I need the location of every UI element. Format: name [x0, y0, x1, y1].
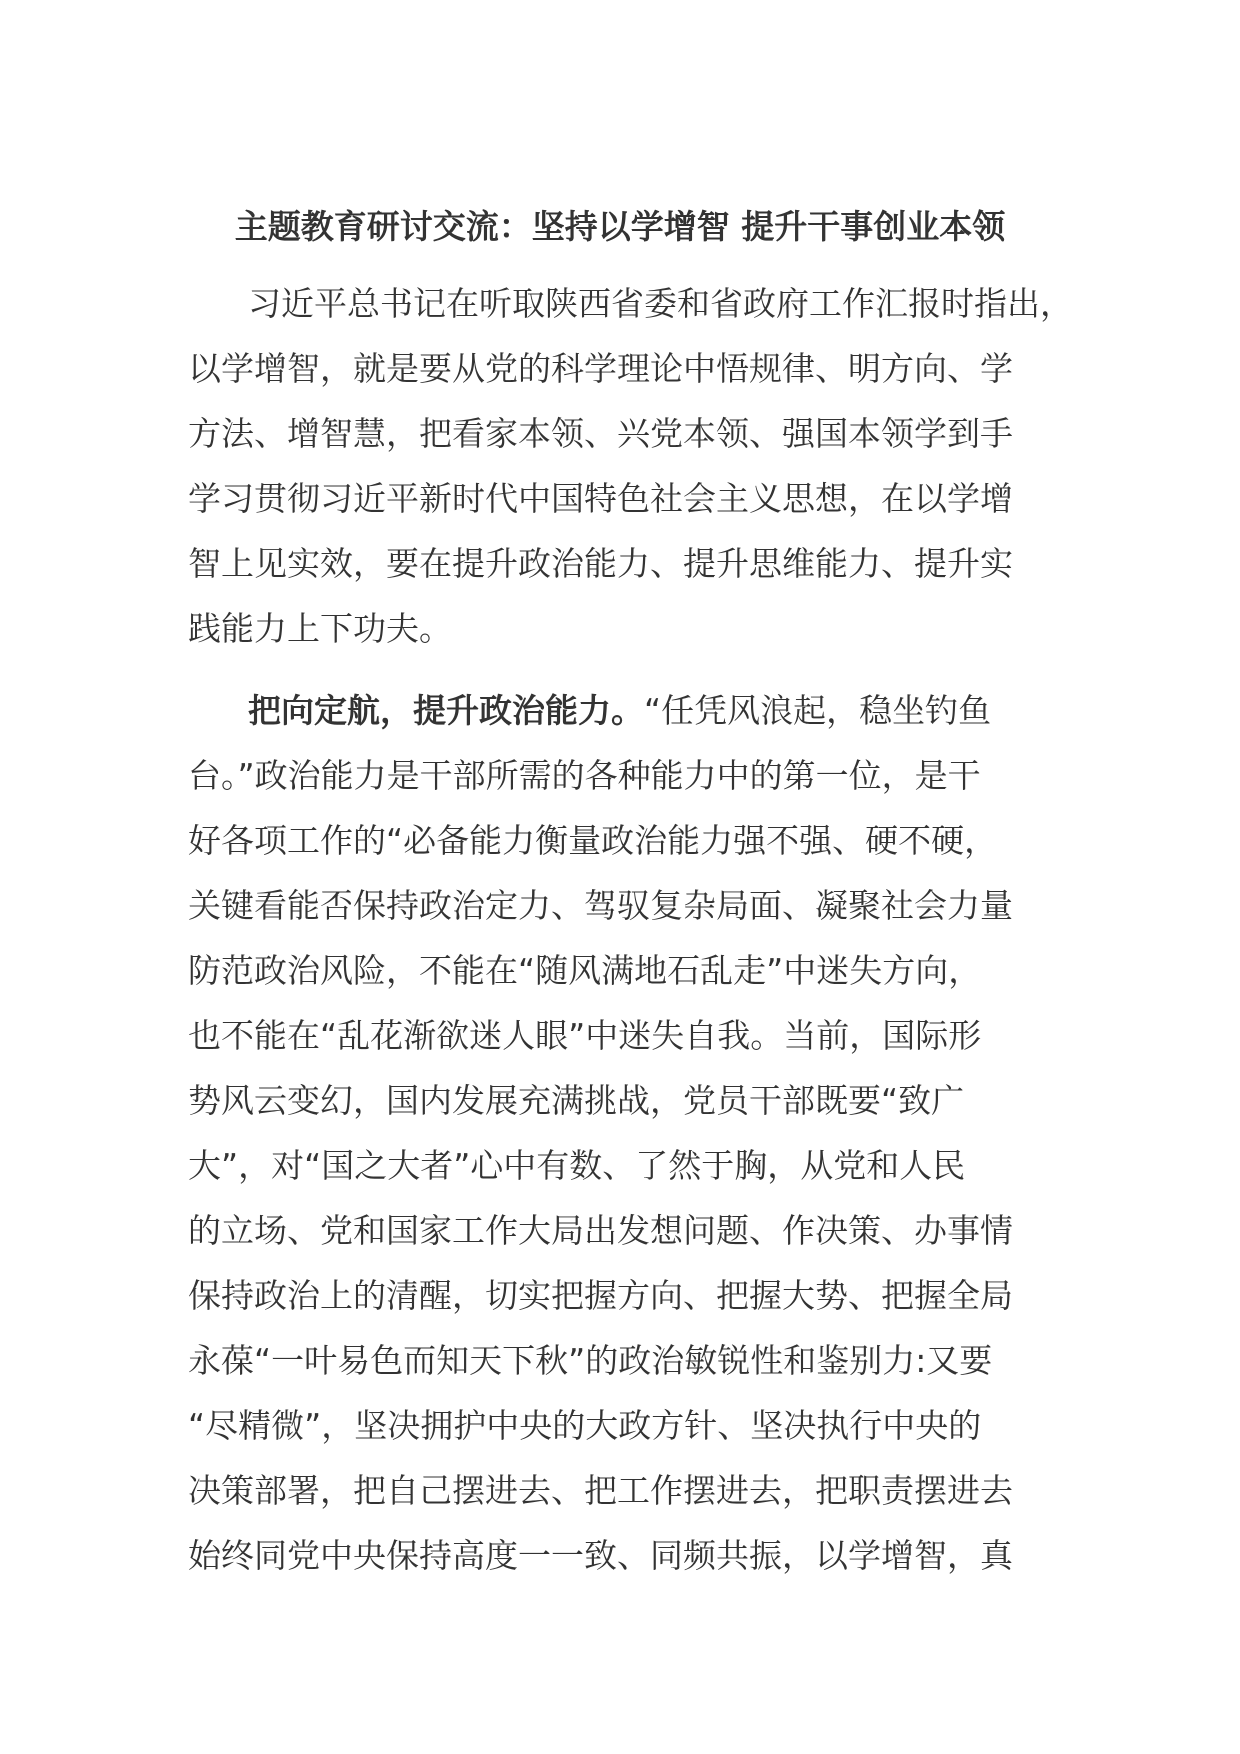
- paragraph-line: 大”，对“国之大者”心中有数、了然于胸，从党和人民: [188, 1146, 966, 1185]
- paragraph-line: 关键看能否保持政治定力、驾驭复杂局面、凝聚社会力量: [188, 886, 1013, 925]
- paragraph-line: 永葆“一叶易色而知天下秋”的政治敏锐性和鉴别力:又要: [188, 1341, 993, 1380]
- paragraph-political-ability: [188, 678, 1068, 1588]
- paragraph-line: 践能力上下功夫。: [188, 609, 452, 648]
- paragraph-line: 以学增智，就是要从党的科学理论中悟规律、明方向、学: [188, 349, 1013, 388]
- paragraph-line: 保持政治上的清醒，切实把握方向、把握大势、把握全局: [188, 1276, 1013, 1315]
- paragraph-line: 也不能在“乱花渐欲迷人眼”中迷失自我。当前，国际形: [188, 1016, 982, 1055]
- paragraph-intro: [188, 271, 1073, 661]
- paragraph-first-line: [188, 678, 1068, 743]
- paragraph-line: 防范政治风险，不能在“随风满地石乱走”中迷失方向，: [188, 951, 982, 990]
- paragraph-line: 的立场、党和国家工作大局出发想问题、作决策、办事情: [188, 1211, 1013, 1250]
- paragraph-line: 始终同党中央保持高度一一致、同频共振，以学增智，真: [188, 1536, 1013, 1575]
- paragraph-line: 台。”政治能力是干部所需的各种能力中的第一位，是干: [188, 756, 981, 795]
- paragraph-line: 学习贯彻习近平新时代中国特色社会主义思想，在以学增: [188, 479, 1013, 518]
- paragraph-line: 好各项工作的“必备能力衡量政治能力强不强、硬不硬，: [188, 821, 998, 860]
- document-title: 主题教育研讨交流：坚持以学增智 提升干事创业本领: [234, 207, 1006, 246]
- paragraph-line-rest: “任凭风浪起，稳坐钓鱼: [644, 691, 992, 730]
- paragraph-line: “尽精微”，坚决拥护中央的大政方针、坚决执行中央的: [188, 1406, 982, 1445]
- paragraph-line: 方法、增智慧，把看家本领、兴党本领、强国本领学到手: [188, 414, 1013, 453]
- paragraph-line: 习近平总书记在听取陕西省委和省政府工作汇报时指出，: [248, 284, 1073, 323]
- paragraph-line: 智上见实效，要在提升政治能力、提升思维能力、提升实: [188, 544, 1013, 583]
- paragraph-line: 势风云变幻，国内发展充满挑战，党员干部既要“致广: [188, 1081, 965, 1120]
- section-lead-heading: 把向定航，提升政治能力。: [248, 691, 644, 730]
- paragraph-line: 决策部署，把自己摆进去、把工作摆进去，把职责摆进去: [188, 1471, 1013, 1510]
